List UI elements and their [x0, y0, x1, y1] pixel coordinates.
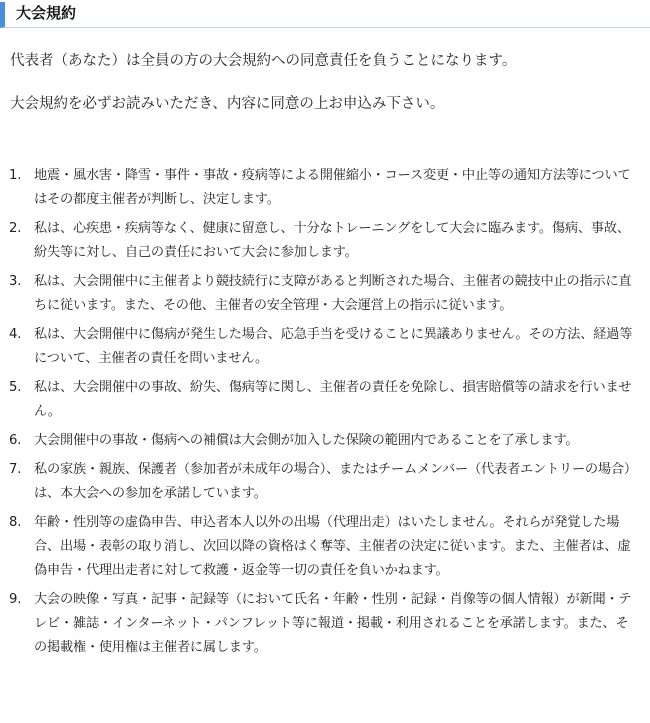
term-item [0, 270, 650, 318]
term-text: 大会の映像・写真・記事・記録等（において氏名・年齢・性別・記録・肖像等の個人情報）が新聞・テレビ・雑誌・インターネット・パンフレット等に報道・掲載・利用されることを承諾します。また、その掲載権・使用権は主催者に属します。 [34, 592, 632, 655]
term-number: 9. [9, 592, 22, 607]
term-number: 4. [9, 327, 22, 342]
term-text: 私は、大会開催中の事故、紛失、傷病等に関し、主催者の責任を免除し、損害賠償等の請求を行いません。 [34, 380, 632, 419]
term-number: 3. [9, 274, 22, 289]
term-item [0, 164, 650, 212]
term-item [0, 429, 650, 453]
intro-responsibility-text: 代表者（あなた）は全員の方の大会規約への同意責任を負うことになります。 [10, 53, 517, 69]
intro-agreement-text: 大会規約を必ずお読みいただき、内容に同意の上お申込み下さい。 [10, 96, 445, 112]
term-item [0, 217, 650, 265]
term-number: 5. [9, 380, 22, 395]
terms-list [0, 164, 650, 665]
term-item [0, 376, 650, 424]
term-text: 私は、大会開催中に傷病が発生した場合、応急手当を受けることに異議ありません。その方法、経過等について、主催者の責任を問いません。 [34, 327, 633, 366]
term-item [0, 588, 650, 660]
term-text: 年齢・性別等の虚偽申告、申込者本人以外の出場（代理出走）はいたしません。それらが発覚した場合、出場・表彰の取り消し、次回以降の資格はく奪等、主催者の決定に従います。また、主催者は、虚偽申告・代理出走者に対して救護・返金等一切の責任を負いかねます。 [34, 515, 631, 578]
term-text: 地震・風水害・降雪・事件・事故・疫病等による開催縮小・コース変更・中止等の通知方法等についてはその都度主催者が判断し、決定します。 [34, 168, 631, 207]
term-item [0, 323, 650, 371]
term-text: 私の家族・親族、保護者（参加者が未成年の場合）、またはチームメンバー（代表者エントリーの場合）は、本大会への参加を承諾しています。 [34, 462, 637, 501]
term-number: 6. [9, 433, 22, 448]
section-title: 大会規約 [16, 4, 77, 22]
term-item [0, 458, 650, 506]
term-text: 私は、心疾患・疾病等なく、健康に留意し、十分なトレーニングをして大会に臨みます。傷病、事故、紛失等に対し、自己の責任において大会に参加します。 [34, 221, 630, 260]
term-item [0, 511, 650, 583]
term-number: 8. [9, 515, 22, 530]
term-number: 7. [9, 462, 22, 477]
section-header [0, 2, 650, 28]
term-number: 1. [9, 168, 22, 183]
term-text: 私は、大会開催中に主催者より競技続行に支障があると判断された場合、主催者の競技中止の指示に直ちに従います。また、その他、主催者の安全管理・大会運営上の指示に従います。 [34, 274, 632, 313]
term-text: 大会開催中の事故・傷病への補償は大会側が加入した保険の範囲内であることを了承します。 [34, 433, 579, 448]
term-number: 2. [9, 221, 22, 236]
